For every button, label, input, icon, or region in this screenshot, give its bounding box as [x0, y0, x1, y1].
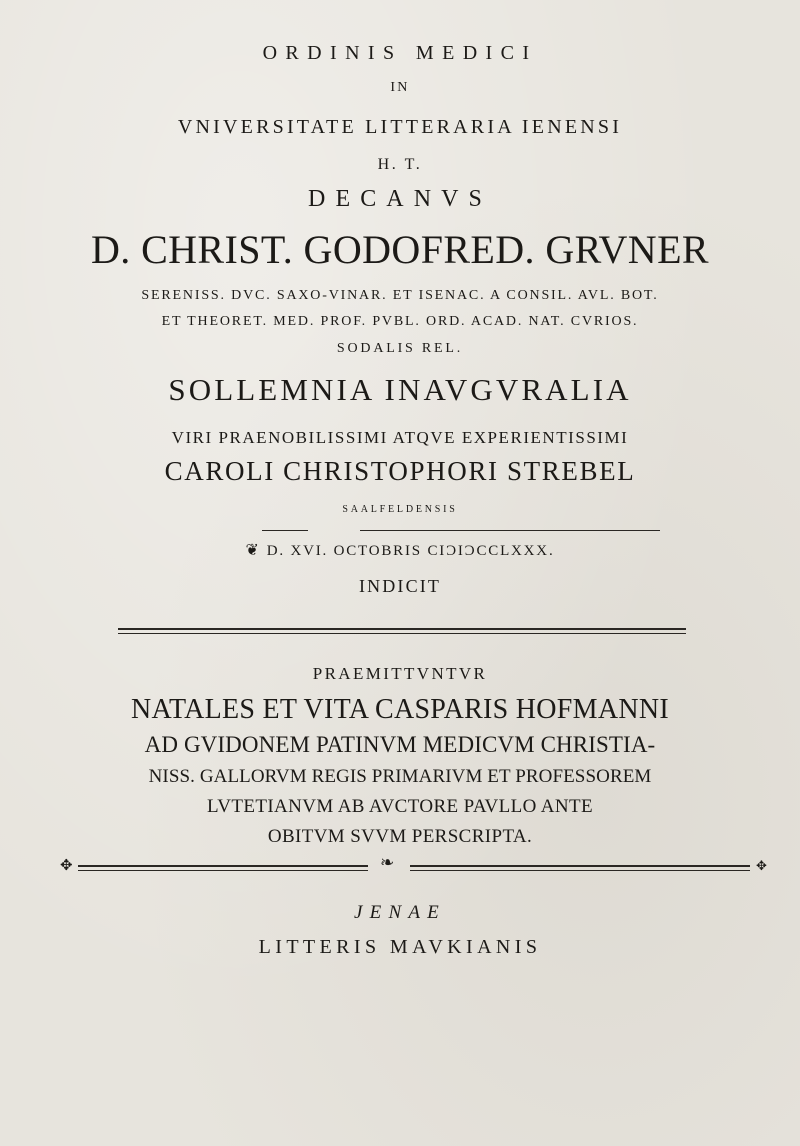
sollemnia-heading: SOLLEMNIA INAVGVRALIA: [168, 372, 632, 407]
university-line: VNIVERSITATE LITTERARIA IENENSI: [177, 116, 623, 138]
section-rule: [118, 628, 686, 630]
divider-short: [262, 530, 308, 531]
candidate-name: CAROLI CHRISTOPHORI STREBEL: [164, 456, 636, 486]
date-line: [0, 540, 800, 560]
center-ornament-icon: ❧: [380, 853, 395, 872]
preface-line-5: OBITVM SVVM PERSCRIPTA.: [267, 826, 533, 847]
ordinis-heading: ORDINIS MEDICI: [262, 42, 538, 64]
dean-titles-3: SODALIS REL.: [336, 341, 464, 356]
fleuron-icon: ❦: [245, 542, 261, 559]
dean-name: D. CHRIST. GODOFRED. GRVNER: [90, 227, 709, 272]
section-rule-thin: [118, 633, 686, 634]
preface-line-2: AD GVIDONEM PATINVM MEDICVM CHRISTIA-: [144, 732, 656, 757]
imprint-place: JENAE: [353, 902, 447, 923]
preface-line-3: NISS. GALLORVM REGIS PRIMARIVM ET PROFESSOREM: [148, 766, 652, 787]
left-star-icon: ✥: [60, 858, 73, 874]
dean-titles-1: SERENISS. DVC. SAXO-VINAR. ET ISENAC. A CONSIL. AVL. BOT.: [141, 288, 659, 303]
indicit-label: INDICIT: [358, 576, 442, 596]
ornament-divider: [60, 853, 772, 874]
in-label: IN: [390, 80, 410, 95]
ht-label: H. T.: [377, 156, 423, 173]
date-text: D. XVI. OCTOBRIS CIƆIƆCCLXXX.: [266, 543, 555, 559]
imprint-printer: LITTERIS MAVKIANIS: [258, 936, 542, 958]
preface-line-1: NATALES ET VITA CASPARIS HOFMANNI: [131, 694, 669, 725]
praemittuntur-heading: PRAEMITTVNTVR: [312, 664, 488, 683]
right-star-icon: ✥: [756, 858, 767, 873]
viri-subheading: VIRI PRAENOBILISSIMI ATQVE EXPERIENTISSIMI: [171, 428, 629, 447]
dean-titles-2: ET THEORET. MED. PROF. PVBL. ORD. ACAD. NAT. CVRIOS.: [161, 314, 639, 329]
origin-label: SAALFELDENSIS: [342, 504, 458, 515]
decanus-heading: DECANVS: [308, 186, 492, 212]
preface-line-4: LVTETIANVM AB AVCTORE PAVLLO ANTE: [207, 796, 593, 817]
divider-long: [360, 530, 660, 531]
